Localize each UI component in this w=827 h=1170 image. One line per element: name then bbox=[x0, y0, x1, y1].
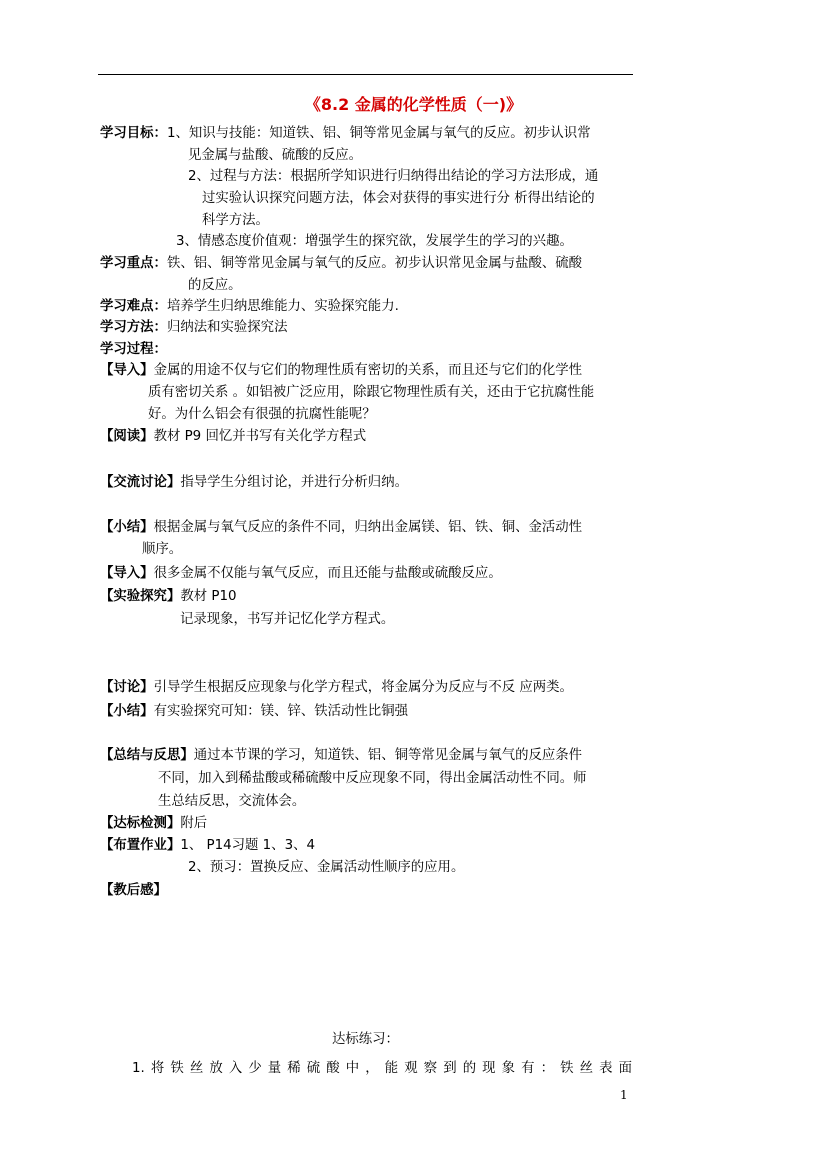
reflection-line2: 不同，加入到稀盐酸或稀硫酸中反应现象不同，得出金属活动性不同。师 bbox=[158, 771, 587, 786]
homework-row bbox=[100, 836, 315, 856]
objectives-line2b: 过实验认识探究问题方法，体会对获得的事实进行分 析得出结论的 bbox=[202, 191, 595, 206]
reflection-line1: 通过本节课的学习，知道铁、铝、铜等常见金属与氧气的反应条件 bbox=[193, 748, 583, 763]
intro1-row bbox=[100, 361, 582, 381]
key-points-row bbox=[100, 254, 582, 274]
experiment-line2: 记录现象，书写并记忆化学方程式。 bbox=[180, 612, 395, 627]
reflection-line3: 生总结反思，交流体会。 bbox=[158, 794, 306, 809]
objectives-line2: 2、过程与方法：根据所学知识进行归纳得出结论的学习方法形成，通 bbox=[188, 169, 599, 184]
reading-label: 【阅读】 bbox=[100, 429, 154, 444]
intro1-line2: 质有密切关系 。如铝被广泛应用，除跟它物理性质有关，还由于它抗腐性能 bbox=[148, 385, 595, 400]
assessment-text: 附后 bbox=[180, 816, 208, 831]
reflection-label: 【总结与反思】 bbox=[100, 748, 194, 763]
discussion2-label: 【讨论】 bbox=[100, 680, 154, 695]
key-points-line1: 铁、铝、铜等常见金属与氧气的反应。初步认识常见金属与盐酸、硫酸 bbox=[166, 256, 583, 271]
objectives-label: 学习目标： bbox=[100, 126, 167, 141]
exercise-heading: 达标练习： bbox=[332, 1032, 399, 1047]
methods-text: 归纳法和实验探究法 bbox=[166, 320, 288, 335]
page-title: 《8.2 金属的化学性质（一)》 bbox=[304, 95, 523, 114]
discussion1-text: 指导学生分组讨论，并进行分析归纳。 bbox=[180, 475, 408, 490]
reflection-row bbox=[100, 746, 582, 766]
header-rule bbox=[98, 74, 633, 75]
reading-text: 教材 P9 回忆并书写有关化学方程式 bbox=[153, 429, 367, 444]
key-points-line1b: 的反应。 bbox=[188, 278, 242, 293]
methods-row bbox=[100, 318, 287, 338]
key-points-label: 学习重点： bbox=[100, 256, 167, 271]
intro2-text: 很多金属不仅能与氧气反应，而且还能与盐酸或硫酸反应。 bbox=[153, 566, 502, 581]
assessment-row bbox=[100, 814, 207, 834]
page-number: 1 bbox=[620, 1088, 628, 1102]
summary1-label: 【小结】 bbox=[100, 520, 154, 535]
difficulties-label: 学习难点： bbox=[100, 299, 167, 314]
discussion1-label: 【交流讨论】 bbox=[100, 475, 181, 490]
objectives-line1: 1、知识与技能：知道铁、铝、铜等常见金属与氧气的反应。初步认识常 bbox=[166, 126, 591, 141]
assessment-label: 【达标检测】 bbox=[100, 816, 181, 831]
homework-line2: 2、预习：置换反应、金属活动性顺序的应用。 bbox=[188, 860, 465, 875]
afterclass-label: 【教后感】 bbox=[100, 883, 167, 898]
summary2-text: 有实验探究可知：镁、锌、铁活动性比铜强 bbox=[153, 704, 408, 719]
objectives-line1b: 见金属与盐酸、硫酸的反应。 bbox=[188, 148, 363, 163]
summary2-row bbox=[100, 702, 408, 722]
objectives-line2c: 科学方法。 bbox=[202, 213, 269, 228]
experiment-row bbox=[100, 587, 237, 607]
objectives-line3: 3、情感态度价值观：增强学生的探究欲，发展学生的学习的兴趣。 bbox=[176, 234, 573, 249]
summary2-label: 【小结】 bbox=[100, 704, 154, 719]
intro1-line3: 好。为什么铝会有很强的抗腐性能呢？ bbox=[148, 407, 376, 422]
intro2-row bbox=[100, 564, 502, 584]
discussion2-text: 引导学生根据反应现象与化学方程式，将金属分为反应与不反 应两类。 bbox=[153, 680, 573, 695]
experiment-label: 【实验探究】 bbox=[100, 589, 181, 604]
summary1-line1: 根据金属与氧气反应的条件不同，归纳出金属镁、铝、铁、铜、金活动性 bbox=[153, 520, 583, 535]
intro2-label: 【导入】 bbox=[100, 566, 154, 581]
summary1-row bbox=[100, 518, 582, 538]
intro1-line1: 金属的用途不仅与它们的物理性质有密切的关系，而且还与它们的化学性 bbox=[153, 363, 583, 378]
experiment-text: 教材 P10 bbox=[180, 589, 237, 604]
homework-label: 【布置作业】 bbox=[100, 838, 181, 853]
homework-line1: 1、 P14习题 1、3、4 bbox=[180, 838, 316, 853]
difficulties-text: 培养学生归纳思维能力、实验探究能力. bbox=[166, 299, 399, 314]
discussion2-row bbox=[100, 678, 573, 698]
objectives-row bbox=[100, 124, 591, 144]
discussion1-row bbox=[100, 473, 408, 493]
reading-row bbox=[100, 427, 366, 447]
difficulties-row bbox=[100, 297, 399, 317]
methods-label: 学习方法： bbox=[100, 320, 167, 335]
process-label: 学习过程： bbox=[100, 342, 167, 357]
intro1-label: 【导入】 bbox=[100, 363, 154, 378]
summary1-line2: 顺序。 bbox=[142, 542, 183, 557]
exercise-question-1: 1.将铁丝放入少量稀硫酸中，能观察到的现象有：铁丝表面 bbox=[132, 1061, 632, 1076]
